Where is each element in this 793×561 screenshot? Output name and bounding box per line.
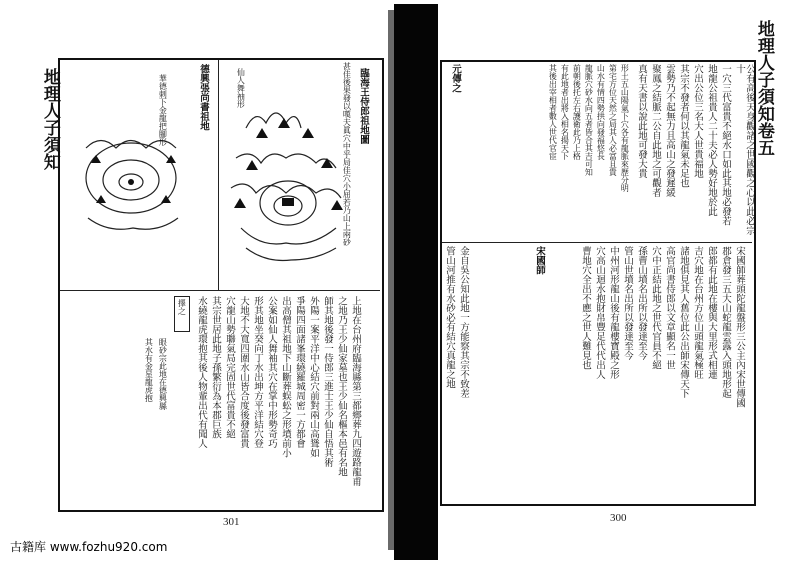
right-dense-col-7: 其後出宰相者數人世代官宦 [548,64,558,160]
right-dense-col-1: 形土五山陽氣下穴各有龍脈來歷分明 [620,64,630,192]
left-body-col-10: 穴龍山勢聯氣局完固世代富貴不絕 [223,296,235,439]
left-body-col-9: 大地不大寬四圍水山皆合度後發富貴 [237,296,249,448]
map-left-caption-sub: 華德刺下金龍把腳形 [158,74,168,146]
map-right-caption: 臨海王侍郎祖地圖 [357,68,369,144]
book-spine [394,4,438,560]
map-wang-shilang [226,98,356,278]
right-header-title: 地理人子須知卷五 [753,20,774,156]
right-section-label: 宋國師 [533,246,545,275]
left-tag-text: 擇之 [177,299,187,315]
map-zhang-shangshu [76,108,196,248]
right-page [440,20,774,524]
left-body-col-6: 出高僧其祖地下山斷葬蜈蚣之形墳前小 [279,296,291,458]
right-dense-col-5: 前朝後托左右護衛此乃上格 [572,64,582,160]
right-main-col-1: 宋國師葬頭陀龍盤形三公主內宋世傳國 [733,246,745,408]
left-body-col-5: 爭陽四面諸峯環繞羅城周密一方都會 [293,296,305,448]
left-page-number: 301 [223,516,240,528]
right-main-col-10: 中州河形龍山後有龍樓寶殿之形 [607,246,619,379]
right-main-col-12: 曹地穴全出不應之世人難見也 [579,246,591,370]
left-tag-box [174,296,190,332]
right-main-col-11: 穴高山迴水抱財帛豐足代代出人 [593,246,605,379]
right-main-col-2: 郡倉發三五大山蛇龍雲露入頭地形起 [719,246,731,398]
left-map-separator [218,60,219,290]
right-main-col-5: 諸地俱見其人舊位此公出師宋傳天下 [677,246,689,398]
right-main-col-8: 孫曹山墳名出所以發達至今 [635,246,647,360]
right-intro-col-8: 真有天書以說此地可發大貴 [635,64,647,178]
right-main-col-9: 管山世墳名出所以發達至今 [621,246,633,360]
right-main-col-3: 郎都有此地在樓與大里形式相連 [705,246,717,379]
right-left-col-2: 管山河推有水砂必有結穴真龍之地 [443,246,455,389]
right-intro-col-1: 公有高後天身觀諸之世國觀之心以此必宗十 [733,64,755,235]
left-header-title: 地理人子須知 [39,68,60,170]
right-main-col-6: 高官尚書侍郎以文章顯名一世 [663,246,675,370]
map-left-caption: 德興張尚書祖地 [197,64,209,131]
left-body-col-11: 其宗世居此地子孫繁衍為本郡巨族 [209,296,221,439]
left-map-divider [60,290,380,291]
left-body-col-12: 水繞龍虎環抱其後人物輩出代有聞人 [195,296,207,448]
right-main-col-4: 吉穴地在台州方位山頭龍氣極旺 [691,246,703,379]
right-dense-col-3: 山水有情四勢拱向發福悠長 [596,64,606,160]
right-intro-col-2: 一穴三代富貴不絕水口如此其地必發若 [719,64,731,226]
left-footnote-1: 眼砂宗此地在德興縣 [158,338,168,410]
site-watermark: 古籍库 www.fozhu920.com [10,540,168,554]
right-dense-col-4: 龍脈穴砂水向五者皆合其吉可知 [584,64,594,176]
right-tag: 元傳之 [449,64,461,93]
left-body-col-2: 之地乃王少仙家墓也王少仙名樞本邑有名地 [335,296,347,477]
right-intro-divider [442,242,752,243]
left-body-col-3: 師其地後發一侍郎三進士王少仙自悟其術 [321,296,333,467]
map-right-caption-left: 仙人舞袖形 [236,68,246,108]
right-intro-col-4: 穴出公位三名大人世貴福地 [691,64,703,178]
left-body-col-7: 公案如仙人舞袖其穴在掌中形勢奇巧 [265,296,277,448]
right-dense-col-6: 有此地者出將入相名揚天下 [560,64,570,160]
right-left-col-1: 金自吳公知此地一方能察其宗不致差 [457,246,469,398]
left-body-col-8: 形其地坐癸向丁水出坤方平洋結穴登 [251,296,263,448]
right-intro-col-5: 其宗不發者何以其龍氣未足也 [677,64,689,188]
right-main-col-7: 穴中正結此地之世代官員不絕 [649,246,661,370]
right-intro-col-3: 地龍公祖貴人二十夫必人勢好地於此 [705,64,717,216]
right-dense-col-2: 第宅方位天然之局其人必富且貴 [608,64,618,176]
left-page [39,38,388,528]
left-body-col-1: 上地在台州府臨海縣第三都鄉葬九四遊路龍甫 [349,296,361,486]
left-body-col-4: 外陽一案平洋中心結穴前對兩山高聳如 [307,296,319,458]
left-top-text: 甚佳後果發以嘆夫眞穴中乎局佳穴小屈若乃山上兩砂 [342,62,352,246]
right-intro-col-6: 雲勢乃不起無力且高山之發遲緩 [663,64,675,197]
right-intro-col-7: 聚鳳之結脈二公自此地之可觀者 [649,64,661,197]
left-footnote-2: 其水有金星龍虎抱 [144,338,154,402]
right-page-number: 300 [610,512,627,524]
